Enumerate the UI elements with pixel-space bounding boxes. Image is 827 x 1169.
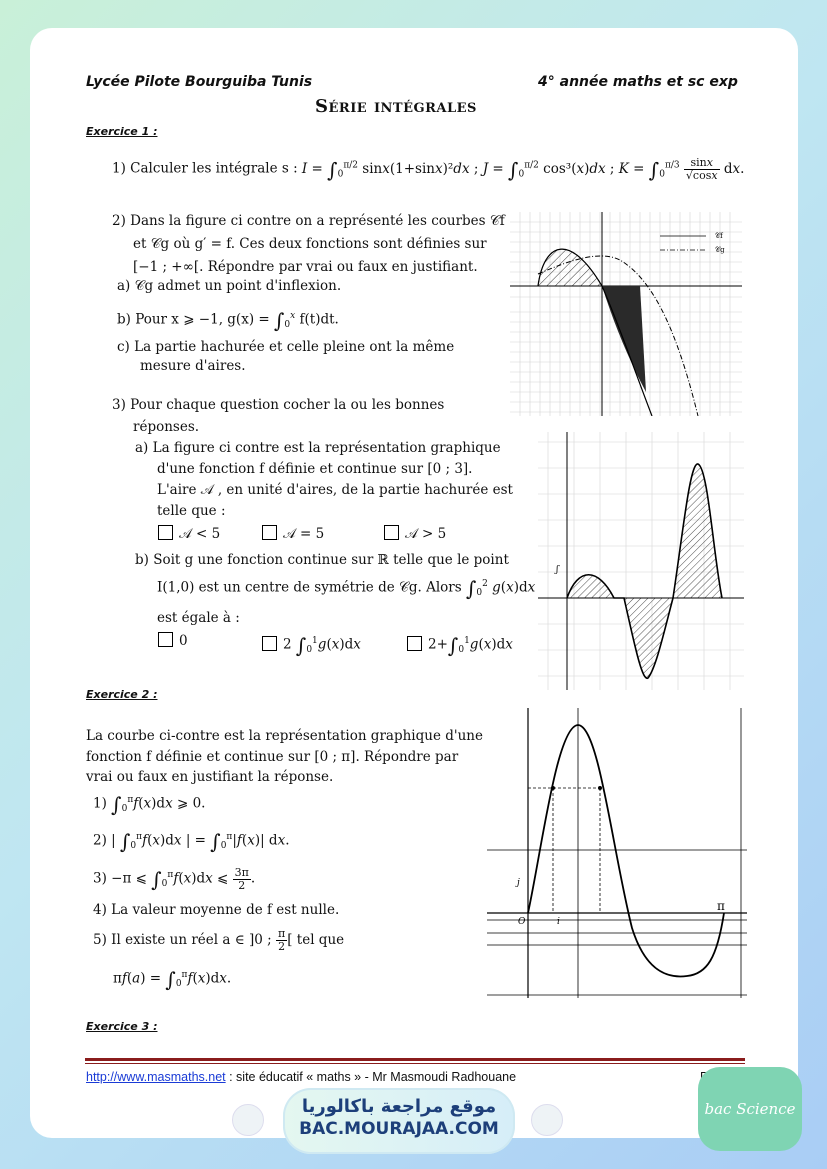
option-a-eq5[interactable]	[262, 525, 324, 543]
ex1-q2-line3: [−1 ; +∞[. Répondre par vrai ou faux en justifiant.	[133, 259, 478, 275]
ex1-q3b-line1: b) Soit g une fonction continue sur ℝ telle que le point	[135, 552, 509, 568]
option-label: 𝒜 = 5	[283, 526, 325, 542]
label-j: j	[517, 878, 520, 888]
ex2-item-5-cont: $\pi f(a) = \int_0^\pi f(x)dx$.	[113, 967, 232, 992]
banner-arabic: موقع مراجعة باكالوريا	[301, 1096, 497, 1117]
option-label: 0	[179, 633, 188, 649]
school-name: Lycée Pilote Bourguiba Tunis	[86, 74, 313, 90]
checkbox[interactable]	[158, 632, 173, 647]
site-banner[interactable]	[283, 1088, 515, 1154]
footer-text: : site éducatif « maths » - Mr Masmoudi Radhouane	[225, 1070, 517, 1084]
ex1-q3a-line4: telle que :	[157, 503, 226, 519]
legend-cg-text: 𝒞g	[715, 246, 725, 254]
label-j: ʃ	[556, 565, 559, 575]
footer	[86, 1070, 516, 1084]
footer-link[interactable]: http://www.masmaths.net	[86, 1070, 226, 1084]
ex2-intro-1: La courbe ci-contre est la représentation graphique d'une	[86, 728, 483, 744]
option-a-lt5[interactable]	[158, 525, 220, 543]
banner-site: BAC.MOURAJAA.COM	[299, 1119, 499, 1139]
option-label: 𝒜 < 5	[179, 526, 221, 542]
hatched-peak	[673, 464, 722, 598]
item-number: 1)	[93, 795, 107, 812]
ex1-q2a: a) 𝒞g admet un point d'inflexion.	[117, 278, 342, 294]
item-number: 2)	[93, 832, 107, 849]
label-i: i	[557, 917, 560, 927]
footer-rule	[85, 1058, 745, 1061]
checkbox[interactable]	[384, 525, 399, 540]
checkbox[interactable]	[262, 636, 277, 651]
exercise-2-label: Exercice 2 :	[86, 688, 158, 701]
logo-left	[232, 1104, 264, 1136]
ex1-q2c-line2: mesure d'aires.	[140, 358, 246, 374]
ex1-q2b-tail: f(t)dt.	[299, 311, 339, 328]
checkbox[interactable]	[262, 525, 277, 540]
logo-right	[531, 1104, 563, 1136]
checkbox[interactable]	[158, 525, 173, 540]
ex2-intro-3: vrai ou faux en justifiant la réponse.	[86, 769, 334, 785]
ex2-item-1: 1) $\int_0^\pi f(x)dx$ ⩾ 0.	[93, 792, 206, 817]
item-number: 5) Il existe un réel a ∈	[93, 932, 245, 948]
option-label: 𝒜 > 5	[405, 526, 447, 542]
ex1-q1	[112, 156, 744, 183]
ex1-q1-formula: $I = \int_0^{\pi/2}$ sinx(1+sinx)²dx ; $J = \int_0^{\pi/2}$ cos³(x)dx ; $K = \int_0^{\pi/3}$ $\frac{\sin x}{√\cos x}$ dx.	[301, 155, 745, 182]
ex1-q3b-line3: est égale à :	[157, 610, 240, 626]
ex2-item-5: 5) Il existe un réel a ∈ ]0 ; $\frac{\pi}{2}$ [ tel que	[93, 927, 345, 953]
ex1-q2c-line1: c) La partie hachurée et celle pleine ont la même	[117, 339, 455, 355]
ex1-q2-line1: 2) Dans la figure ci contre on a représenté les courbes 𝒞f	[112, 213, 505, 229]
ex2-item-2: 2) | $\int_0^\pi f(x)dx$ | = $\int_0^\pi|f(x)|$ dx.	[93, 829, 290, 854]
ex1-q3b-text: I(1,0) est un centre de symétrie de 𝒞g. Alors	[157, 579, 462, 596]
exercise-1-label: Exercice 1 :	[86, 125, 158, 138]
label-pi: π	[717, 899, 725, 913]
ex1-q2b-text: b) Pour x ⩾ −1, g(x) =	[117, 311, 270, 328]
ex1-q3a-line2: d'une fonction f définie et continue sur [0 ; 3].	[157, 461, 473, 477]
item-tail: tel que	[296, 932, 345, 948]
option-b-0[interactable]	[158, 632, 188, 650]
ex1-q3-line2: réponses.	[133, 419, 200, 435]
ex1-q2-line2: et 𝒞g où g′ = f. Ces deux fonctions sont définies sur	[133, 236, 487, 252]
legend-cf-text: 𝒞f	[715, 232, 723, 240]
page-title: Série intégrales	[315, 96, 477, 117]
ex2-item-4: 4) La valeur moyenne de f est nulle.	[93, 902, 340, 918]
ex2-graph	[487, 708, 747, 998]
ex1-q3a-line1: a) La figure ci contre est la représentation graphique	[135, 440, 501, 456]
class-name: 4° année maths et sc exp	[538, 74, 738, 90]
option-a-gt5[interactable]	[384, 525, 446, 543]
ex2-item-3: 3) −π ⩽ $\int_0^\pi f(x)dx$ ⩽ $\frac{3\pi}{2}$ .	[93, 865, 256, 892]
option-b-2int[interactable]: 2 $\int_0^1g(x)dx$	[262, 632, 361, 659]
ex1-q3a-line3: L'aire 𝒜 , en unité d'aires, de la partie hachurée est	[157, 482, 513, 498]
checkbox[interactable]	[407, 636, 422, 651]
ex1-q3-line1: 3) Pour chaque question cocher la ou les bonnes	[112, 397, 445, 413]
label-o: O	[518, 917, 526, 927]
option-b-2plus[interactable]: $2+\int_0^1g(x)dx$	[407, 632, 513, 659]
ex1-q1-text: 1) Calculer les intégrale s :	[112, 160, 298, 177]
ex1-graph-2	[538, 432, 744, 690]
curve-f	[528, 725, 724, 976]
bac-science-badge: bac Science	[698, 1067, 802, 1151]
item-number: 3) −π ⩽	[93, 870, 147, 887]
ex1-q2b: b) Pour x ⩾ −1, $g(x) = \int_0^x$ f(t)dt.	[117, 308, 339, 333]
ex2-intro-2: fonction f définie et continue sur [0 ; π]. Répondre par	[86, 749, 459, 765]
ex1-q3b-line2: I(1,0) est un centre de symétrie de 𝒞g. Alors $\int_0^2$ g(x)dx	[157, 576, 536, 601]
ex1-graph-1	[510, 212, 742, 416]
point-b	[598, 786, 602, 790]
hatched-area	[538, 249, 602, 286]
option-label: 2+	[428, 636, 448, 653]
footer-rule-thin	[85, 1063, 745, 1064]
hatched-dip	[624, 598, 673, 678]
exercise-3-label: Exercice 3 :	[86, 1020, 158, 1033]
option-label: 2	[283, 636, 292, 653]
